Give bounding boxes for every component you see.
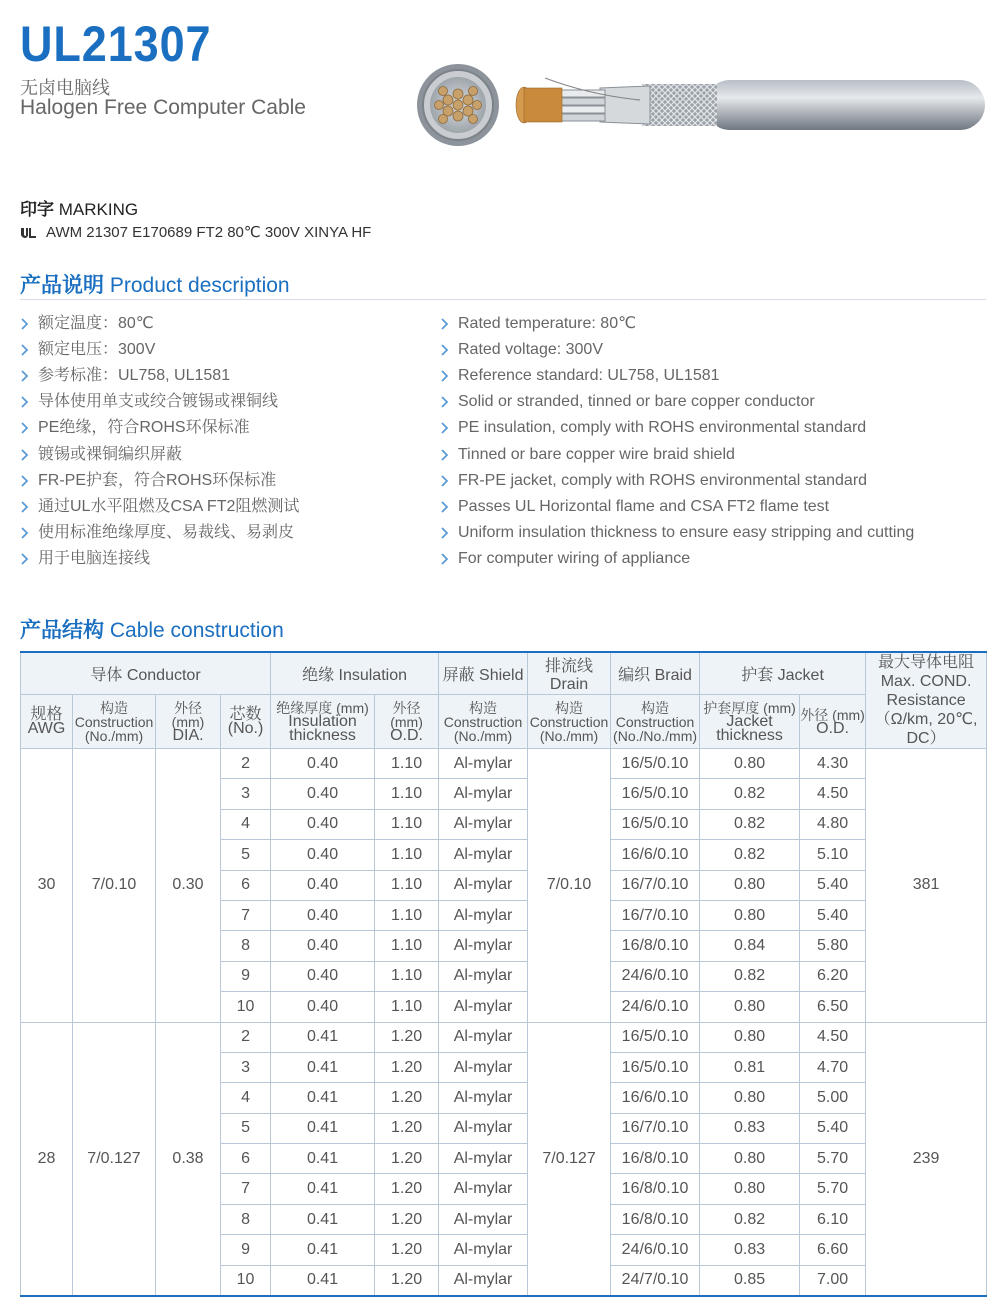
cell-insulation-thickness: 0.40	[271, 809, 375, 839]
cell-insulation-od: 1.20	[375, 1083, 439, 1113]
description-item-text: 额定温度：80℃	[38, 315, 154, 333]
col-insulation-od: 外径 (mm) O.D.	[375, 695, 439, 749]
cell-jacket-od: 4.50	[800, 779, 866, 809]
cell-insulation-thickness: 0.40	[271, 900, 375, 930]
cell-awg: 30	[21, 749, 73, 1023]
cell-shield: Al-mylar	[439, 900, 528, 930]
description-item-text: 额定电压：300V	[38, 341, 156, 359]
cable-illustration	[410, 60, 990, 160]
cell-resistance: 239	[866, 1022, 987, 1296]
cell-braid: 16/7/0.10	[611, 870, 700, 900]
description-item	[20, 468, 299, 494]
col-jacket-thickness: 护套厚度 (mm) Jacket thickness	[700, 695, 800, 749]
description-item	[20, 363, 299, 389]
cell-jacket-od: 4.30	[800, 749, 866, 779]
group-conductor: 导体 Conductor	[21, 652, 271, 695]
cell-shield: Al-mylar	[439, 1235, 528, 1265]
cell-shield: Al-mylar	[439, 992, 528, 1022]
col-drain-construction: 构造 Construction (No./mm)	[528, 695, 611, 749]
cell-insulation-od: 1.10	[375, 779, 439, 809]
chevron-right-icon	[20, 344, 30, 356]
cell-shield: Al-mylar	[439, 1083, 528, 1113]
cell-insulation-od: 1.10	[375, 931, 439, 961]
chevron-right-icon	[440, 422, 450, 434]
cell-shield: Al-mylar	[439, 779, 528, 809]
group-braid: 编织 Braid	[611, 652, 700, 695]
description-item-text: Uniform insulation thickness to ensure easy stripping and cutting	[458, 523, 915, 541]
cell-insulation-thickness: 0.41	[271, 1052, 375, 1082]
description-item-text: 导体使用单支或绞合镀锡或裸铜线	[38, 393, 279, 411]
marking-text-row	[20, 223, 371, 241]
cell-insulation-od: 1.10	[375, 809, 439, 839]
cell-jacket-od: 6.10	[800, 1204, 866, 1234]
cell-conductor-dia: 0.38	[156, 1022, 221, 1296]
description-item-text: Solid or stranded, tinned or bare copper conductor	[458, 393, 815, 411]
cell-insulation-od: 1.10	[375, 749, 439, 779]
model-title: UL21307	[20, 16, 212, 72]
cell-jacket-od: 6.60	[800, 1235, 866, 1265]
cell-insulation-thickness: 0.40	[271, 992, 375, 1022]
cell-cores: 4	[221, 809, 271, 839]
description-item	[440, 311, 914, 337]
cell-braid: 16/6/0.10	[611, 840, 700, 870]
description-item	[20, 337, 299, 363]
cell-jacket-od: 6.50	[800, 992, 866, 1022]
table-body	[21, 749, 987, 1297]
description-list-cn	[20, 311, 299, 572]
cell-insulation-thickness: 0.40	[271, 961, 375, 991]
cell-jacket-thickness: 0.84	[700, 931, 800, 961]
cell-jacket-od: 5.70	[800, 1144, 866, 1174]
cell-jacket-od: 4.80	[800, 809, 866, 839]
description-item-text: 镀锡或裸铜编织屏蔽	[38, 445, 183, 463]
cell-braid: 16/5/0.10	[611, 809, 700, 839]
resistance-unit: （Ω/km, 20℃, DC）	[874, 711, 978, 747]
description-item-text: Reference standard: UL758, UL1581	[458, 367, 720, 385]
cell-jacket-thickness: 0.83	[700, 1235, 800, 1265]
cell-cores: 8	[221, 1204, 271, 1234]
cell-insulation-thickness: 0.41	[271, 1144, 375, 1174]
description-item-text: Passes UL Horizontal flame and CSA FT2 flame test	[458, 497, 830, 515]
description-item-text: 参考标准：UL758, UL1581	[38, 367, 231, 385]
chevron-right-icon	[440, 396, 450, 408]
cell-braid: 24/6/0.10	[611, 961, 700, 991]
group-drain: 排流线 Drain	[528, 652, 611, 695]
product-name-en: Halogen Free Computer Cable	[20, 96, 306, 119]
chevron-right-icon	[20, 396, 30, 408]
cell-insulation-od: 1.10	[375, 870, 439, 900]
cell-shield: Al-mylar	[439, 1174, 528, 1204]
cell-insulation-od: 1.10	[375, 840, 439, 870]
cell-drain: 7/0.10	[528, 749, 611, 1023]
cell-conductor-construction: 7/0.10	[73, 749, 156, 1023]
description-item	[440, 494, 914, 520]
cell-jacket-thickness: 0.82	[700, 840, 800, 870]
description-item	[440, 363, 914, 389]
description-item	[440, 468, 914, 494]
cell-awg: 28	[21, 1022, 73, 1296]
cell-cores: 4	[221, 1083, 271, 1113]
chevron-right-icon	[440, 449, 450, 461]
cell-shield: Al-mylar	[439, 1052, 528, 1082]
cell-cores: 3	[221, 1052, 271, 1082]
cell-insulation-od: 1.20	[375, 1052, 439, 1082]
cell-insulation-thickness: 0.41	[271, 1113, 375, 1143]
cell-cores: 10	[221, 1265, 271, 1296]
cell-insulation-thickness: 0.40	[271, 749, 375, 779]
cell-braid: 16/8/0.10	[611, 1204, 700, 1234]
chevron-right-icon	[20, 553, 30, 565]
chevron-right-icon	[20, 475, 30, 487]
cell-jacket-thickness: 0.82	[700, 961, 800, 991]
marking-text: AWM 21307 E170689 FT2 80℃ 300V XINYA HF	[46, 224, 372, 241]
cell-insulation-thickness: 0.40	[271, 870, 375, 900]
description-item	[440, 441, 914, 467]
col-cores: 芯数 (No.)	[221, 695, 271, 749]
cable-construction-heading-cn: 产品结构	[20, 619, 104, 642]
cell-jacket-od: 7.00	[800, 1265, 866, 1296]
description-item	[440, 389, 914, 415]
product-description-heading-cn: 产品说明	[20, 274, 104, 297]
cell-jacket-thickness: 0.81	[700, 1052, 800, 1082]
cell-cores: 8	[221, 931, 271, 961]
table-row	[21, 1022, 987, 1052]
cell-insulation-thickness: 0.41	[271, 1022, 375, 1052]
description-item	[20, 520, 299, 546]
cell-shield: Al-mylar	[439, 870, 528, 900]
cable-construction-table	[20, 651, 987, 1297]
cell-jacket-thickness: 0.80	[700, 1144, 800, 1174]
description-item-text: FR-PE jacket, comply with ROHS environmental standard	[458, 471, 868, 489]
chevron-right-icon	[440, 370, 450, 382]
description-item	[20, 546, 299, 572]
cell-jacket-od: 5.40	[800, 900, 866, 930]
cell-jacket-od: 4.70	[800, 1052, 866, 1082]
description-item	[20, 415, 299, 441]
cell-cores: 5	[221, 840, 271, 870]
description-item-text: PE insulation, comply with ROHS environmental standard	[458, 419, 867, 437]
description-item-text: 通过UL水平阻燃及CSA FT2阻燃测试	[38, 497, 300, 515]
cell-insulation-od: 1.20	[375, 1022, 439, 1052]
description-item	[20, 311, 299, 337]
cell-conductor-dia: 0.30	[156, 749, 221, 1023]
cell-insulation-od: 1.20	[375, 1204, 439, 1234]
cell-braid: 24/6/0.10	[611, 1235, 700, 1265]
cell-jacket-od: 5.10	[800, 840, 866, 870]
cell-jacket-thickness: 0.85	[700, 1265, 800, 1296]
cell-shield: Al-mylar	[439, 1113, 528, 1143]
cell-shield: Al-mylar	[439, 1204, 528, 1234]
cell-cores: 5	[221, 1113, 271, 1143]
description-item-text: Rated voltage: 300V	[458, 341, 603, 359]
chevron-right-icon	[20, 318, 30, 330]
description-item	[440, 546, 914, 572]
description-item-text: Rated temperature: 80℃	[458, 315, 637, 333]
chevron-right-icon	[440, 344, 450, 356]
cell-insulation-od: 1.20	[375, 1235, 439, 1265]
chevron-right-icon	[20, 370, 30, 382]
cell-insulation-od: 1.20	[375, 1174, 439, 1204]
description-item	[20, 389, 299, 415]
chevron-right-icon	[20, 501, 30, 513]
group-insulation: 绝缘 Insulation	[271, 652, 439, 695]
cell-braid: 24/7/0.10	[611, 1265, 700, 1296]
cell-jacket-od: 5.80	[800, 931, 866, 961]
cell-jacket-thickness: 0.83	[700, 1113, 800, 1143]
ul-recognized-icon	[20, 225, 38, 239]
cross-section-icon	[417, 64, 499, 146]
cell-shield: Al-mylar	[439, 840, 528, 870]
cell-jacket-thickness: 0.80	[700, 749, 800, 779]
cell-insulation-thickness: 0.40	[271, 840, 375, 870]
description-item-text: 使用标准绝缘厚度、易裁线、易剥皮	[38, 523, 295, 541]
cell-insulation-thickness: 0.41	[271, 1265, 375, 1296]
cell-jacket-od: 4.50	[800, 1022, 866, 1052]
cell-shield: Al-mylar	[439, 1144, 528, 1174]
col-conductor-dia: 外径 (mm) DIA.	[156, 695, 221, 749]
cable-construction-heading-en: Cable construction	[109, 619, 284, 642]
cell-shield: Al-mylar	[439, 809, 528, 839]
cell-braid: 16/8/0.10	[611, 1174, 700, 1204]
description-item	[440, 415, 914, 441]
cell-jacket-thickness: 0.80	[700, 900, 800, 930]
col-insulation-thickness: 绝缘厚度 (mm) Insulation thickness	[271, 695, 375, 749]
cell-insulation-thickness: 0.41	[271, 1204, 375, 1234]
cell-braid: 16/7/0.10	[611, 1113, 700, 1143]
cell-braid: 16/6/0.10	[611, 1083, 700, 1113]
description-item	[440, 337, 914, 363]
cell-insulation-thickness: 0.41	[271, 1174, 375, 1204]
chevron-right-icon	[440, 318, 450, 330]
cell-jacket-thickness: 0.80	[700, 992, 800, 1022]
cell-resistance: 381	[866, 749, 987, 1023]
chevron-right-icon	[440, 553, 450, 565]
group-jacket: 护套 Jacket	[700, 652, 866, 695]
cell-cores: 9	[221, 1235, 271, 1265]
cable-construction-heading	[20, 614, 284, 644]
col-shield-construction: 构造 Construction (No./mm)	[439, 695, 528, 749]
cell-cores: 6	[221, 1144, 271, 1174]
description-item	[440, 520, 914, 546]
marking-heading-cn: 印字	[20, 200, 54, 219]
cell-insulation-thickness: 0.41	[271, 1083, 375, 1113]
product-name-cn: 无卤电脑线	[20, 78, 110, 98]
cell-shield: Al-mylar	[439, 1265, 528, 1296]
table-row	[21, 749, 987, 779]
chevron-right-icon	[20, 422, 30, 434]
chevron-right-icon	[20, 527, 30, 539]
description-list-en	[440, 311, 914, 572]
cell-braid: 16/7/0.10	[611, 900, 700, 930]
cell-braid: 16/8/0.10	[611, 931, 700, 961]
product-description-heading-en: Product description	[109, 274, 290, 297]
cell-insulation-od: 1.10	[375, 961, 439, 991]
chevron-right-icon	[440, 475, 450, 487]
cell-braid: 24/6/0.10	[611, 992, 700, 1022]
cell-conductor-construction: 7/0.127	[73, 1022, 156, 1296]
cell-jacket-thickness: 0.82	[700, 809, 800, 839]
cell-cores: 2	[221, 1022, 271, 1052]
description-item-text: PE绝缘，符合ROHS环保标准	[38, 419, 250, 437]
cell-braid: 16/5/0.10	[611, 1052, 700, 1082]
cell-cores: 2	[221, 749, 271, 779]
resistance-en1: Max. COND.	[880, 673, 972, 690]
cell-shield: Al-mylar	[439, 931, 528, 961]
chevron-right-icon	[440, 527, 450, 539]
cell-jacket-od: 6.20	[800, 961, 866, 991]
cell-braid: 16/8/0.10	[611, 1144, 700, 1174]
marking-heading-en: MARKING	[58, 200, 139, 219]
col-awg: 规格 AWG	[21, 695, 73, 749]
group-resistance	[866, 652, 987, 749]
cell-cores: 6	[221, 870, 271, 900]
product-description-heading	[20, 269, 290, 299]
description-item-text: For computer wiring of appliance	[458, 549, 691, 567]
section-divider	[20, 299, 986, 300]
description-item-text: FR-PE护套，符合ROHS环保标准	[38, 471, 277, 489]
cell-jacket-thickness: 0.80	[700, 1083, 800, 1113]
description-item-text: 用于电脑连接线	[38, 549, 151, 567]
cell-jacket-od: 5.00	[800, 1083, 866, 1113]
cell-shield: Al-mylar	[439, 749, 528, 779]
cell-cores: 3	[221, 779, 271, 809]
cell-cores: 9	[221, 961, 271, 991]
cell-insulation-thickness: 0.40	[271, 779, 375, 809]
resistance-en2: Resistance	[886, 692, 966, 709]
cell-jacket-od: 5.40	[800, 1113, 866, 1143]
col-jacket-od: 外径 (mm) O.D.	[800, 695, 866, 749]
cell-cores: 7	[221, 1174, 271, 1204]
cell-jacket-od: 5.40	[800, 870, 866, 900]
cell-braid: 16/5/0.10	[611, 779, 700, 809]
cell-jacket-thickness: 0.80	[700, 1022, 800, 1052]
cell-braid: 16/5/0.10	[611, 1022, 700, 1052]
cell-shield: Al-mylar	[439, 961, 528, 991]
cell-insulation-od: 1.20	[375, 1265, 439, 1296]
cell-insulation-od: 1.20	[375, 1144, 439, 1174]
cell-jacket-thickness: 0.82	[700, 1204, 800, 1234]
cell-jacket-thickness: 0.80	[700, 1174, 800, 1204]
description-item-text: Tinned or bare copper wire braid shield	[458, 445, 735, 463]
cell-insulation-od: 1.20	[375, 1113, 439, 1143]
cell-drain: 7/0.127	[528, 1022, 611, 1296]
cell-jacket-thickness: 0.82	[700, 779, 800, 809]
col-braid-construction: 构造 Construction (No./No./mm)	[611, 695, 700, 749]
col-conductor-construction: 构造 Construction (No./mm)	[73, 695, 156, 749]
cell-jacket-od: 5.70	[800, 1174, 866, 1204]
marking-heading	[20, 195, 138, 220]
cell-insulation-thickness: 0.40	[271, 931, 375, 961]
cell-insulation-od: 1.10	[375, 992, 439, 1022]
cell-shield: Al-mylar	[439, 1022, 528, 1052]
cell-cores: 7	[221, 900, 271, 930]
cell-insulation-thickness: 0.41	[271, 1235, 375, 1265]
cell-braid: 16/5/0.10	[611, 749, 700, 779]
description-item	[20, 441, 299, 467]
cell-insulation-od: 1.10	[375, 900, 439, 930]
group-shield: 屏蔽 Shield	[439, 652, 528, 695]
cell-cores: 10	[221, 992, 271, 1022]
description-item	[20, 494, 299, 520]
chevron-right-icon	[20, 449, 30, 461]
cell-jacket-thickness: 0.80	[700, 870, 800, 900]
resistance-cn: 最大导体电阻	[878, 654, 975, 671]
chevron-right-icon	[440, 501, 450, 513]
